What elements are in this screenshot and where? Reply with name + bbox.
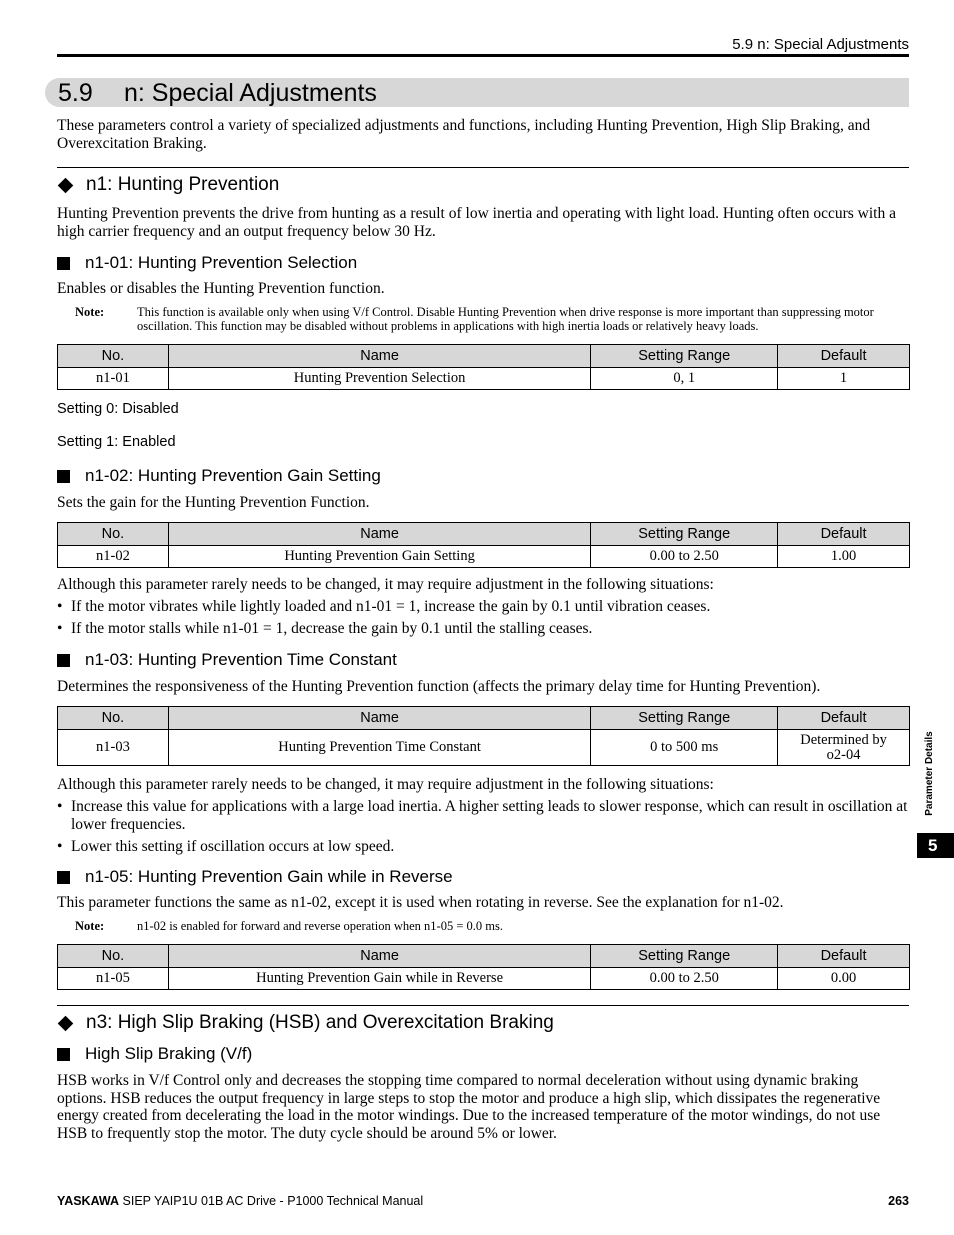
chapter-tab: 5 (917, 833, 954, 858)
n1-02-after: Although this parameter rarely needs to be changed, it may require adjustment in the following situations: (57, 576, 714, 593)
note-label: Note: (75, 919, 105, 933)
col-range: Setting Range (591, 523, 778, 546)
table-row (58, 546, 910, 568)
default-line-1: Determined by (800, 731, 887, 748)
n1-02-bullets (57, 598, 909, 642)
n1-05-heading (57, 867, 453, 887)
n1-01-heading (57, 253, 357, 273)
hsb-paragraph: HSB works in V/f Control only and decreases the stopping time compared to normal deceleration without using dynamic braking options. HSB reduces the output frequency in large steps to stop the motor and produce a high slip, which dissipates the regenerative energy created from decelerating the load in the motor windings. Due to the increased temperature of the motor windings, do not use HSB to frequently stop the motor. The duty cycle should be around 5% or lower. (57, 1072, 881, 1142)
cell-range: 0 to 500 ms (591, 730, 778, 766)
n1-05-heading-text: n1-05: Hunting Prevention Gain while in Reverse (85, 867, 453, 886)
n3-heading (57, 1012, 554, 1034)
col-range: Setting Range (591, 945, 778, 968)
square-bullet-icon (57, 871, 70, 884)
cell-no: n1-02 (58, 546, 169, 568)
setting-0-heading: Setting 0: Disabled (57, 401, 179, 417)
setting-1-heading: Setting 1: Enabled (57, 434, 176, 450)
list-item: • Lower this setting if oscillation occurs at low speed. (57, 838, 909, 856)
n1-03-table (57, 706, 910, 766)
intro-paragraph: These parameters control a variety of specialized adjustments and functions, including Hunting Prevention, High Slip Braking, and Overexcitation Braking. (57, 117, 871, 152)
cell-range: 0.00 to 2.50 (591, 968, 778, 990)
n1-03-heading-text: n1-03: Hunting Prevention Time Constant (85, 650, 397, 669)
col-name: Name (168, 345, 590, 368)
section-number: 5.9 (58, 79, 93, 107)
hsb-heading-text: High Slip Braking (V/f) (85, 1044, 253, 1063)
side-chapter-label (922, 727, 937, 819)
square-bullet-icon (57, 257, 70, 270)
table-row (58, 730, 910, 766)
cell-default: 1.00 (778, 546, 910, 568)
diamond-bullet-icon (58, 177, 74, 193)
n3-heading-text: n3: High Slip Braking (HSB) and Overexcitation Braking (86, 1012, 554, 1033)
n1-02-heading-text: n1-02: Hunting Prevention Gain Setting (85, 466, 381, 485)
footer-doc: SIEP YAIP1U 01B AC Drive - P1000 Technical Manual (119, 1194, 424, 1208)
page-number: 263 (888, 1194, 909, 1208)
table-header-row (58, 707, 910, 730)
side-chapter-label-text: Parameter Details (924, 730, 935, 816)
n1-03-bullets (57, 798, 909, 860)
n1-01-heading-text: n1-01: Hunting Prevention Selection (85, 253, 358, 272)
note-text: This function is available only when using V/f Control. Disable Hunting Prevention when drive response is more important than suppressing motor oscillation. This function may be disabled without problems in applications with high inertia loads or relatively heavy loads. (137, 305, 874, 333)
n1-01-paragraph: Enables or disables the Hunting Prevention function. (57, 280, 385, 297)
square-bullet-icon (57, 470, 70, 483)
n1-02-heading (57, 466, 381, 486)
section-rule (57, 1005, 909, 1006)
cell-no: n1-01 (58, 368, 169, 390)
cell-name: Hunting Prevention Time Constant (168, 730, 590, 766)
running-head: 5.9 n: Special Adjustments (732, 36, 909, 53)
diamond-bullet-icon (58, 1015, 74, 1031)
col-no: No. (58, 945, 169, 968)
hsb-heading (57, 1044, 252, 1064)
default-line-2: o2-04 (826, 746, 861, 763)
n1-03-heading (57, 650, 397, 670)
table-row (58, 968, 910, 990)
cell-name: Hunting Prevention Selection (168, 368, 590, 390)
col-default: Default (778, 523, 910, 546)
section-rule (57, 167, 909, 168)
header-rule (57, 54, 909, 57)
list-item: • If the motor stalls while n1-01 = 1, decrease the gain by 0.1 until the stalling ceases. (57, 620, 909, 638)
cell-default (778, 730, 910, 766)
cell-range: 0, 1 (591, 368, 778, 390)
list-item: • Increase this value for applications with a large load inertia. A higher setting leads to slower response, which can result in oscillation at lower frequencies. (57, 798, 909, 833)
n1-05-paragraph: This parameter functions the same as n1-02, except it is used when rotating in reverse. See the explanation for n1-02. (57, 894, 784, 911)
n1-01-note (75, 305, 909, 333)
note-label: Note: (75, 305, 105, 319)
col-range: Setting Range (591, 707, 778, 730)
col-default: Default (778, 345, 910, 368)
n1-02-paragraph: Sets the gain for the Hunting Prevention Function. (57, 494, 370, 511)
col-name: Name (168, 707, 590, 730)
n1-heading (57, 174, 279, 196)
footer-brand: YASKAWA (57, 1194, 120, 1208)
table-header-row (58, 945, 910, 968)
col-name: Name (168, 523, 590, 546)
n1-02-table (57, 522, 910, 568)
n1-paragraph: Hunting Prevention prevents the drive from hunting as a result of low inertia and operating with light load. Hunting often occurs with a high carrier frequency and an output frequency below 30 Hz. (57, 205, 896, 240)
col-name: Name (168, 945, 590, 968)
col-no: No. (58, 523, 169, 546)
cell-default: 1 (778, 368, 910, 390)
note-text: n1-02 is enabled for forward and reverse operation when n1-05 = 0.0 ms. (137, 919, 503, 933)
cell-no: n1-03 (58, 730, 169, 766)
square-bullet-icon (57, 1048, 70, 1061)
col-no: No. (58, 707, 169, 730)
n1-heading-text: n1: Hunting Prevention (86, 174, 280, 195)
section-title-band (45, 78, 909, 107)
col-default: Default (778, 945, 910, 968)
section-title: n: Special Adjustments (124, 79, 377, 107)
cell-name: Hunting Prevention Gain Setting (168, 546, 590, 568)
col-range: Setting Range (591, 345, 778, 368)
n1-01-table (57, 344, 910, 390)
col-default: Default (778, 707, 910, 730)
cell-range: 0.00 to 2.50 (591, 546, 778, 568)
table-row (58, 368, 910, 390)
n1-03-after: Although this parameter rarely needs to be changed, it may require adjustment in the following situations: (57, 776, 714, 793)
n1-05-table (57, 944, 910, 990)
list-item: • If the motor vibrates while lightly loaded and n1-01 = 1, increase the gain by 0.1 until vibration ceases. (57, 598, 909, 616)
footer (57, 1194, 423, 1208)
square-bullet-icon (57, 654, 70, 667)
table-header-row (58, 523, 910, 546)
cell-no: n1-05 (58, 968, 169, 990)
col-no: No. (58, 345, 169, 368)
cell-name: Hunting Prevention Gain while in Reverse (168, 968, 590, 990)
table-header-row (58, 345, 910, 368)
n1-03-paragraph: Determines the responsiveness of the Hunting Prevention function (affects the primary delay time for Hunting Prevention). (57, 678, 821, 695)
cell-default: 0.00 (778, 968, 910, 990)
n1-05-note (75, 919, 909, 933)
